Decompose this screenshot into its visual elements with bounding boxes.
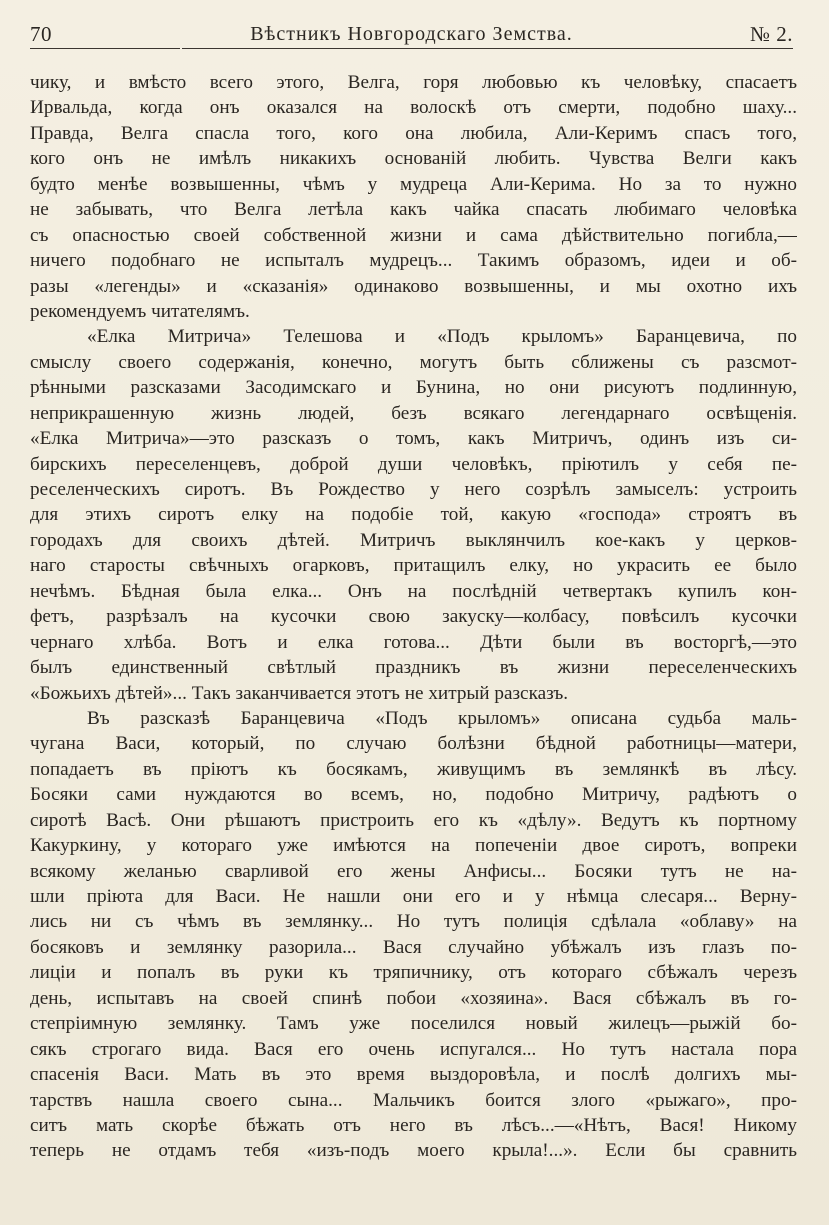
text-line: «Божьихъ дѣтей»... Такъ заканчивается этотъ не хитрый разсказъ. <box>30 682 569 704</box>
text-line: фетъ, разрѣзалъ на кусочки свою закуску—колбасу, повѣсилъ кусочки <box>30 606 797 628</box>
text-line: неприкрашенную жизнь людей, безъ всякаго легендарнаго освѣщенія. <box>30 402 797 424</box>
text-line: реселенческихъ сиротъ. Въ Рождество у него созрѣлъ замыселъ: устроить <box>30 479 797 500</box>
text-line: «Елка Митрича»—это разсказъ о томъ, какъ Митричъ, одинъ изъ си- <box>30 428 797 450</box>
text-line: всякому желанью сварливой его жены Анфисы... Босяки тутъ не на- <box>30 860 797 882</box>
page-number: 70 <box>30 21 52 46</box>
text-line: Ирвальда, когда онъ оказался на волоскѣ отъ смерти, подобно шаху... <box>30 97 797 119</box>
text-line: кого онъ не имѣлъ никакихъ основаній любить. Чувства Велги какъ <box>30 148 797 170</box>
text-line: тарствъ нашла своего сына... Мальчикъ боится злого «рыжаго», про- <box>30 1089 797 1111</box>
text-line: Босяки сами нуждаются во всемъ, но, подобно Митричу, радѣютъ о <box>30 784 797 806</box>
text-line: будто менѣе возвышенны, чѣмъ у мудреца Али-Керима. Но за то нужно <box>30 173 797 195</box>
text-line: Правда, Велга спасла того, кого она любила, Али-Керимъ спасъ того, <box>30 122 797 144</box>
text-line: Какуркину, у котораго уже имѣются на попеченіи двое сиротъ, вопреки <box>30 835 797 857</box>
text-line: лиціи и попалъ въ руки къ тряпичнику, отъ котораго сбѣжалъ черезъ <box>30 962 797 984</box>
text-line: теперь не отдамъ тебя «изъ-подъ моего крыла!...». Если бы сравнить <box>30 1140 797 1162</box>
text-line: наго старосты свѣчныхъ огарковъ, притащилъ елку, но украсить ее было <box>30 555 797 577</box>
text-line: лись ни съ чѣмъ въ землянку... Но тутъ полиція сдѣлала «облаву» на <box>30 911 797 933</box>
text-line: день, испытавъ на своей спинѣ побои «хозяина». Вася сбѣжалъ въ го- <box>30 987 797 1009</box>
text-line: для этихъ сиротъ елку на подобіе той, какую «господа» строятъ въ <box>30 504 797 526</box>
text-line: босяковъ и землянку разорила... Вася случайно убѣжалъ изъ глазъ по- <box>30 936 797 958</box>
text-line: попадаетъ въ пріютъ къ босякамъ, живущимъ въ землянкѣ въ лѣсу. <box>30 758 797 780</box>
article-body <box>30 70 797 1164</box>
page-header <box>30 20 793 48</box>
text-line: разы «легенды» и «сказанія» одинаково возвышенны, и мы охотно ихъ <box>30 275 797 297</box>
text-line: рекомендуемъ читателямъ. <box>30 300 250 322</box>
journal-title: Вѣстникъ Новгородскаго Земства. <box>250 22 573 45</box>
text-line: чернаго хлѣба. Вотъ и елка готова... Дѣти были въ восторгѣ,—это <box>30 631 797 653</box>
issue-number: № 2. <box>749 21 793 46</box>
text-line: ситъ мать скорѣе бѣжать отъ него въ лѣсъ...—«Нѣтъ, Вася! Никому <box>30 1114 797 1136</box>
text-line: чугана Васи, который, по случаю болѣзни бѣдной работницы—матери, <box>30 733 797 755</box>
text-line: бирскихъ переселенцевъ, доброй души человѣкъ, пріютилъ у себя пе- <box>30 453 797 475</box>
text-line: не забывать, что Велга летѣла какъ чайка спасать любимаго человѣка <box>30 199 797 221</box>
text-line: сиротѣ Васѣ. Они рѣшаютъ пристроить его къ «дѣлу». Ведутъ къ портному <box>30 809 797 831</box>
text-line: «Елка Митрича» Телешова и «Подъ крыломъ» Баранцевича, по <box>87 326 797 348</box>
text-line: смыслу своего содержанія, конечно, могутъ быть сближены съ разсмот- <box>30 351 797 373</box>
text-line: спасенія Васи. Мать въ это время выздоровѣла, и послѣ долгихъ мы- <box>30 1064 797 1086</box>
text-line: съ опасностью своей собственной жизни и сама дѣйствительно погибла,— <box>30 224 797 246</box>
text-line: чику, и вмѣсто всего этого, Велга, горя любовью къ человѣку, спасаетъ <box>30 72 797 93</box>
text-line: нечѣмъ. Бѣдная была елка... Онъ на послѣдній четвертакъ купилъ кон- <box>30 580 797 602</box>
text-line: городахъ для своихъ дѣтей. Митричъ выклянчилъ кое-какъ у церков- <box>30 529 797 551</box>
text-line: сякъ строгаго вида. Вася его очень испугался... Но тутъ настала пора <box>30 1038 797 1060</box>
text-line: степріимную землянку. Тамъ уже поселился новый жилецъ—рыжій бо- <box>30 1013 797 1035</box>
text-line: рѣнными разсказами Засодимскаго и Бунина, но они рисуютъ подлинную, <box>30 377 797 399</box>
header-rule-left <box>30 48 180 49</box>
text-line: ничего подобнаго не испыталъ мудрецъ... Такимъ образомъ, идеи и об- <box>30 250 797 272</box>
text-line: шли пріюта для Васи. Не нашли они его и у нѣмца слесаря... Верну- <box>30 886 797 907</box>
text-line: былъ единственный свѣтлый праздникъ въ жизни переселенческихъ <box>30 657 797 679</box>
text-line: Въ разсказѣ Баранцевича «Подъ крыломъ» описана судьба маль- <box>87 707 797 729</box>
header-rule-right <box>182 48 793 49</box>
